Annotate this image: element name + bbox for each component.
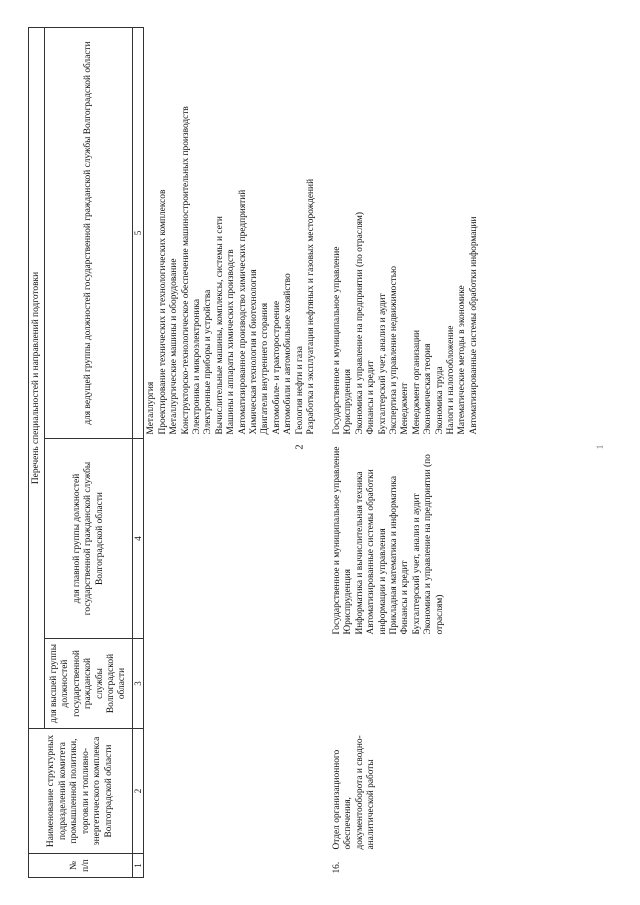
row-lead	[324, 27, 482, 438]
specialty-item: Автомобили и автомобильное хозяйство	[283, 273, 294, 435]
specialty-item: Экономика и управление на предприятии (по отраслям)	[423, 454, 445, 635]
specialty-item: Юриспруденция	[343, 369, 354, 435]
specialty-item: Электроника и микроэлектроника	[192, 298, 203, 435]
specialty-item: Машины и аппараты химических производств	[226, 249, 237, 435]
specialty-item: Бухгалтерский учет, анализ и аудит	[411, 493, 422, 635]
row-lead	[144, 27, 324, 438]
specialty-item: Двигатели внутреннего сгорания	[260, 302, 271, 435]
specialty-item: Экспертиза и управление недвижимостью	[388, 266, 399, 435]
specialty-item: Автоматизированные системы обработки информации и управления	[366, 469, 388, 635]
col-number: 1	[133, 854, 144, 878]
header-high-group: для высшей группы должностей государственной гражданской службы Волгоградской области	[45, 639, 133, 729]
specialty-item: Математические методы в экономике	[457, 285, 468, 435]
row-department	[144, 729, 324, 854]
col-number: 2	[133, 729, 144, 854]
specialty-item: Экономическая теория	[423, 343, 434, 435]
specialties-table	[28, 27, 482, 878]
specialty-item: Прикладная математика и информатика	[388, 475, 399, 635]
row-main	[324, 439, 482, 639]
specialty-item: Разработка и эксплуатация нефтяных и газовых месторождений	[306, 178, 317, 435]
col-number: 4	[133, 439, 144, 639]
specialty-item: Менеджмент	[400, 382, 411, 435]
specialty-item: Финансы и кредит	[366, 360, 377, 435]
specialty-item: Металлургические машины и оборудование	[169, 258, 180, 435]
specialty-item: Юриспруденция	[343, 569, 354, 635]
row-high	[144, 639, 324, 729]
page-number: 2	[294, 444, 306, 450]
specialty-item: Государственное и муниципальное управление	[331, 446, 342, 635]
row-high	[324, 639, 482, 729]
header-lead-group: для ведущей группы должностей государственной гражданской службы Волгоградской области	[45, 27, 133, 438]
footer-number: 1	[595, 444, 605, 450]
specialty-item: Экономика и управление на предприятии (по отраслям)	[354, 212, 365, 435]
table-row	[144, 27, 324, 877]
specialty-item: Конструкторско-технологическое обеспечение машиностроительных производств	[180, 106, 191, 435]
specialty-item: Налоги и налогообложение	[445, 325, 456, 435]
row-num	[144, 854, 324, 878]
specialty-item: Металлургия	[146, 381, 157, 435]
specialty-item: Государственное и муниципальное управление	[331, 246, 342, 435]
specialty-item: Электронные приборы и устройства	[203, 289, 214, 435]
header-department: Наименование структурных подразделений комитета промышленной политики, торговли и топливно-энергетического комплекса Волгоградской области	[29, 729, 133, 854]
row-department: Отдел организационного обеспечения, документооборота и сводно-аналитической работы	[331, 735, 377, 850]
specialty-item: Химическая технология и биотехнология	[249, 269, 260, 435]
specialty-item: Проектирование технических и технологических комплексов	[157, 189, 168, 435]
specialty-item: Геология нефти и газа	[294, 346, 305, 435]
table-row	[324, 27, 482, 877]
row-main	[144, 439, 324, 639]
specialty-item: Автомобиле- и тракторостроение	[271, 301, 282, 435]
specialty-item: Экономика труда	[434, 366, 445, 435]
row-num: 16.	[331, 861, 342, 874]
col-number: 3	[133, 639, 144, 729]
specialty-item: Бухгалтерский учет, анализ и аудит	[377, 293, 388, 435]
rotated-table-sheet	[28, 28, 588, 878]
col-number: 5	[133, 27, 144, 438]
specialty-item: Вычислительные машины, комплексы, системы и сети	[214, 216, 225, 435]
specialty-item: Автоматизированные системы обработки информации	[468, 216, 479, 435]
specialty-item: Автоматизированное производство химических предприятий	[237, 189, 248, 435]
specialty-item: Менеджмент организации	[411, 329, 422, 435]
specialty-item: Финансы и кредит	[400, 560, 411, 635]
header-main-group: для главной группы должностей государственной гражданской службы Волгоградской области	[45, 439, 133, 639]
header-group: Перечень специальностей и направлений подготовки	[29, 27, 45, 728]
header-num: № п/п	[29, 854, 133, 878]
specialty-item: Информатика и вычислительная техника	[354, 471, 365, 635]
